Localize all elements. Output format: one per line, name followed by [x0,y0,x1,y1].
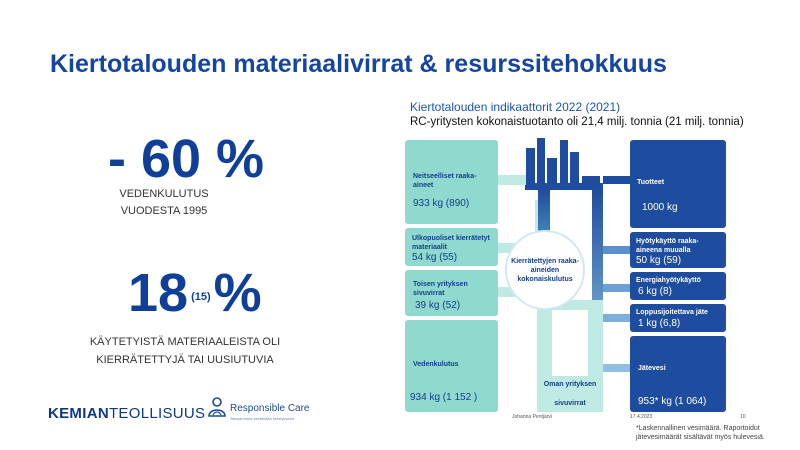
recycled-unit: % [213,263,262,323]
indicators-subtitle: RC-yritysten kokonaistuotanto oli 21,4 milj. tonnia (21 milj. tonnia) [410,116,744,128]
output-label: Loppusijoitettava jäte [636,309,708,316]
responsible-care-tagline: Sitoudumme kestävään kehitykseen [230,416,295,421]
input-other-company-sidestreams-box [405,270,498,316]
footnote-line1: *Laskennallinen vesimäärä. Raportoidut [636,425,760,432]
footer-page-number: 10 [740,414,746,420]
output-wastewater-box [630,336,726,412]
input-value: 54 kg (55) [412,252,458,263]
output-value: 953* kg (1 064) [638,396,707,407]
input-label: Vedenkulutus [413,361,459,368]
input-label: Ulkopuoliset kierrätetyt materiaalit [412,235,490,251]
input-virgin-materials-box [405,140,498,224]
output-label: Tuotteet [637,179,665,186]
water-reduction-value: - 60 % [108,129,265,189]
footer-author: Johanna Pentjärvi [512,414,553,420]
input-value: 933 kg (890) [413,198,470,209]
footer-date: 17.4.2023 [630,414,653,420]
output-products-box [630,140,726,228]
page-title: Kiertotalouden materiaalivirrat & resurssitehokkuus [50,50,667,78]
water-caption-line2: VUODESTA 1995 [120,205,208,217]
output-label: Hyötykäyttö raaka-aineena muualla [636,238,699,254]
input-value: 934 kg (1 152 ) [410,392,478,403]
logo-bold-part: KEMIAN [48,405,109,422]
input-label: Neitseelliset raaka-aineet [413,173,477,189]
footnote-line2: jätevesimäärät sisältävät myös hulevesiä. [636,434,765,441]
water-caption-line1: VEDENKULUTUS [119,188,209,200]
output-landfill-waste-box [630,304,726,332]
output-value: 50 kg (59) [636,255,682,266]
recycled-caption-line1: KÄYTETYISTÄ MATERIAALEISTA OLI [89,336,281,348]
input-value: 39 kg (52) [415,300,461,311]
circle-label: Kierrätettyjen raaka-aineiden kokonaiskulutus [511,257,579,283]
output-label: Energiahyötykäyttö [636,277,701,284]
output-value: 1000 kg [642,202,678,213]
output-label: Jätevesi [638,365,666,372]
recycled-caption-line2: KIERRÄTETTYJÄ TAI UUSIUTUVIA [96,354,274,366]
output-value: 6 kg (8) [638,286,672,297]
input-label: Toisen yrityksen sivuvirrat [413,281,468,297]
output-reuse-elsewhere-box [630,232,726,268]
recycled-raw-materials-circle [505,230,585,310]
recycled-prev-value: (15) [191,290,211,303]
own-sidestreams-label: Oman yrityksen [543,381,597,388]
footnote [636,424,765,442]
logo-rest-part: TEOLLISUUS [108,405,206,422]
own-sidestreams-label-2: sivuvirrat [554,400,586,407]
recycled-value: 18 [128,263,189,323]
input-water-consumption-box [405,320,498,412]
output-energy-recovery-box [630,272,726,300]
output-value: 1 kg (6,8) [638,318,681,329]
indicators-title: Kiertotalouden indikaattorit 2022 (2021) [410,100,621,114]
responsible-care-name: Responsible Care [230,403,310,414]
input-external-recycled-box [405,228,498,266]
factory-icon [525,138,603,190]
